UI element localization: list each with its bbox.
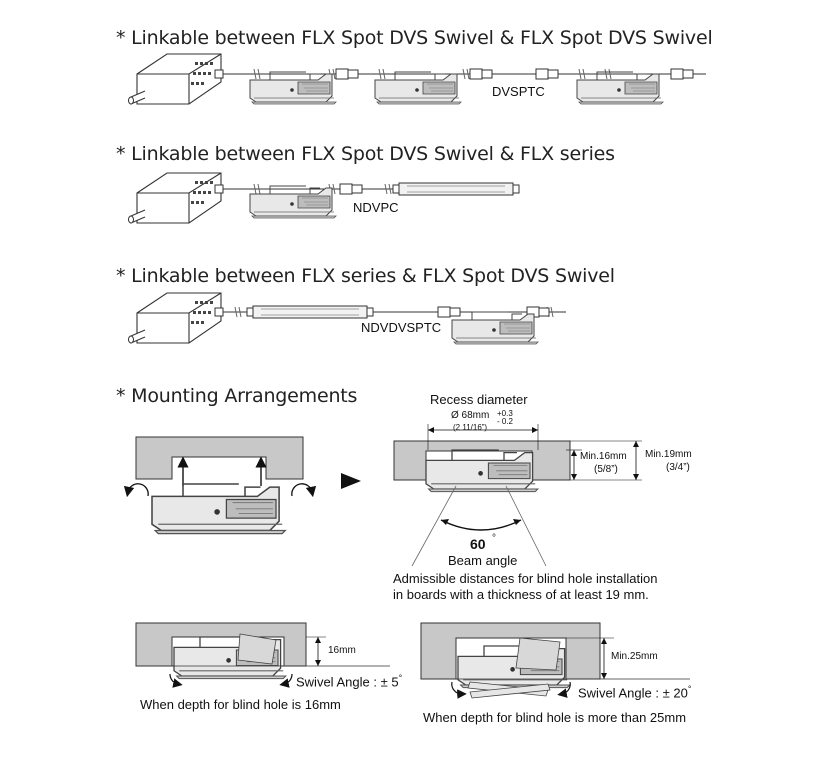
mount-installed xyxy=(394,424,642,566)
cable-row-1 xyxy=(215,69,706,79)
min16-inch: (5/8”) xyxy=(594,464,618,475)
driver-box-1 xyxy=(129,54,222,104)
spot-2 xyxy=(375,72,461,104)
driver-box-3 xyxy=(129,293,222,343)
caption-25mm: When depth for blind hole is more than 25mm xyxy=(423,710,687,725)
recess-diameter: Ø 68mm xyxy=(451,410,490,421)
spot-3 xyxy=(577,72,663,104)
swivel-colon: : xyxy=(655,685,659,701)
swivel-angle-label: Swivel Angle xyxy=(578,685,652,701)
flx-lamp-2 xyxy=(247,306,373,318)
cable-row-2 xyxy=(215,184,400,194)
bullet-star: * xyxy=(116,385,126,407)
mount-before xyxy=(128,437,312,534)
beam-label: Beam angle xyxy=(448,553,518,568)
heading-spot-to-flx-text: Linkable between FLX Spot DVS Swivel & FLX series xyxy=(131,143,615,165)
min19-label: Min.19mm xyxy=(645,449,692,460)
degree-1: ° xyxy=(398,673,403,683)
swivel-angle-label: Swivel Angle xyxy=(296,674,370,690)
label-dvsptc: DVSPTC xyxy=(492,84,545,99)
degree-2: ° xyxy=(687,684,692,694)
heading-flx-to-spot-text: Linkable between FLX series & FLX Spot DVS Swivel xyxy=(131,265,615,287)
flx-lamp-1 xyxy=(393,183,519,195)
min19-inch: (3/4”) xyxy=(666,462,690,473)
swivel-angle-1 xyxy=(296,673,402,689)
label-ndvdvsptc: NDVDVSPTC xyxy=(361,320,442,335)
spot-1 xyxy=(250,72,336,104)
heading-mounting-text: Mounting Arrangements xyxy=(131,385,358,407)
beam-value: 60 xyxy=(470,536,486,552)
bullet-star: * xyxy=(116,143,126,165)
driver-box-2 xyxy=(129,173,222,223)
note-line-2: in boards with a thickness of at least 19 mm. xyxy=(393,587,649,602)
recess-inch: (2 11/16”) xyxy=(453,423,488,432)
bullet-star: * xyxy=(116,27,126,49)
bullet-star: * xyxy=(116,265,126,287)
recess-tol-minus: - 0.2 xyxy=(497,417,514,426)
note-line-1: Admissible distances for blind hole installation xyxy=(393,571,658,586)
swivel-angle-1-value: ± 5 xyxy=(380,674,399,690)
spot-4 xyxy=(250,186,336,218)
recess-tol-plus: +0.3 xyxy=(497,409,513,418)
min25-label: Min.25mm xyxy=(611,651,658,662)
min16-label: Min.16mm xyxy=(580,451,627,462)
swivel-angle-2-value: ± 20 xyxy=(662,685,688,701)
depth16-label: 16mm xyxy=(328,645,356,656)
caption-16mm: When depth for blind hole is 16mm xyxy=(140,697,341,712)
swivel-angle-2 xyxy=(578,684,691,700)
label-ndvpc: NDVPC xyxy=(353,200,399,215)
recess-title: Recess diameter xyxy=(430,392,528,407)
heading-spot-to-spot-text: Linkable between FLX Spot DVS Swivel & FLX Spot DVS Swivel xyxy=(131,27,713,49)
swivel-colon: : xyxy=(373,674,377,690)
beam-degree: ° xyxy=(492,533,496,544)
spot-5 xyxy=(452,312,538,344)
transition-arrow xyxy=(341,473,361,489)
